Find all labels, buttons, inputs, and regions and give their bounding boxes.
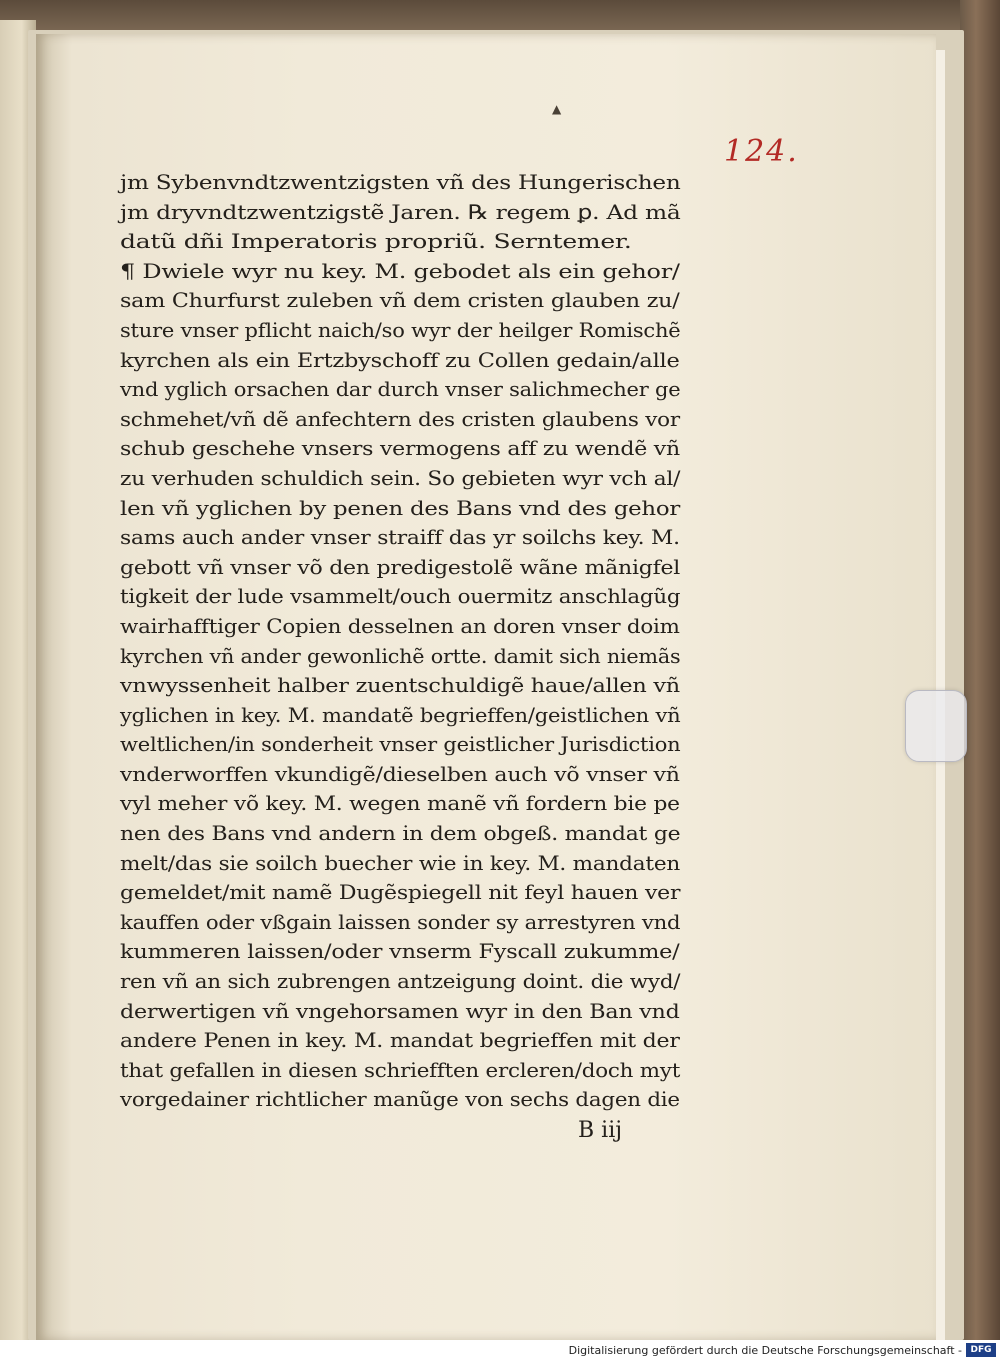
text-line: schub geschehe vnsers vermogens aff zu wendẽ vñ: [120, 436, 680, 461]
text-line: andere Penen in key. M. mandat begrieffen mit der: [120, 1028, 680, 1053]
text-line: datũ dñi Imperatoris propriũ. Serntemer.: [120, 229, 632, 254]
text-line: ren vñ an sich zubrengen antzeigung doint. die wyd/: [120, 969, 681, 994]
text-line: tigkeit der lude vsammelt/ouch ouermitz anschlagũg: [120, 584, 681, 609]
text-line: wairhafftiger Copien desselnen an doren vnser doim: [120, 613, 680, 638]
text-line: melt/das sie soilch buecher wie in key. M. mandaten: [120, 850, 681, 875]
text-line: sture vnser pflicht naich/so wyr der heilger Romischẽ: [120, 317, 681, 342]
text-line: len vñ yglichen by penen des Bans vnd des gehor: [120, 495, 681, 520]
book-cover-top: [0, 0, 1000, 34]
text-line: sams auch ander vnser straiff das yr soilchs key. M.: [120, 525, 680, 550]
text-line: derwertigen vñ vngehorsamen wyr in den Ban vnd: [120, 998, 680, 1023]
text-line: zu verhuden schuldich sein. So gebieten wyr vch al/: [120, 465, 681, 490]
signature-mark: [578, 1118, 622, 1143]
ink-dot: ▲: [552, 102, 562, 116]
text-line: vyl meher võ key. M. wegen manẽ vñ fordern bie pe: [120, 791, 680, 816]
text-line: vnd yglich orsachen dar durch vnser salichmecher ge: [120, 377, 681, 402]
dfg-logo: DFG: [966, 1343, 996, 1357]
text-line: gebott vñ vnser võ den predigestolẽ wãne mãnigfel: [120, 554, 681, 579]
text-line: that gefallen in diesen schriefften ercleren/doch myt: [120, 1057, 681, 1082]
text-line: vnderworffen vkundigẽ/dieselben auch võ vnser vñ: [120, 761, 680, 786]
text-block: [120, 168, 680, 1115]
text-line: vnwyssenheit halber zuentschuldigẽ haue/allen vñ: [120, 673, 680, 698]
text-line: kyrchen vñ ander gewonlichẽ ortte. damit sich niemãs: [120, 643, 681, 668]
text-line: sam Churfurst zuleben vñ dem cristen glauben zu/: [120, 288, 680, 313]
folio-number: 124.: [724, 134, 799, 169]
book-cover-right: [960, 0, 1000, 1340]
text-line: nen des Bans vnd andern in dem obgeß. mandat ge: [120, 821, 681, 846]
text-line: yglichen in key. M. mandatẽ begrieffen/geistlichen vñ: [120, 702, 681, 727]
text-line: kummeren laissen/oder vnserm Fyscall zukumme/: [120, 939, 680, 964]
text-line: kyrchen als ein Ertzbyschoff zu Collen gedain/alle: [120, 347, 680, 372]
text-line: ¶ Dwiele wyr nu key. M. gebodet als ein gehor/: [120, 258, 680, 283]
text-line: jm dryvndtzwentzigstẽ Jaren. ℞ regem ꝑ. Ad mã: [120, 199, 681, 224]
signature-text: B iij: [578, 1118, 623, 1143]
text-line: kauffen oder vßgain laissen sonder sy arrestyren vnd: [120, 909, 681, 934]
text-line: weltlichen/in sonderheit vnser geistlicher Jurisdiction: [120, 732, 681, 757]
footer-bar: [0, 1340, 1000, 1362]
page-clip: [905, 690, 967, 762]
text-line: vorgedainer richtlicher manũge von sechs dagen die: [120, 1087, 680, 1112]
text-line: gemeldet/mit namẽ Dugẽspiegell nit feyl hauen ver: [120, 880, 681, 905]
text-line: schmehet/vñ dẽ anfechtern des cristen glaubens vor: [120, 406, 680, 431]
footer-credit: Digitalisierung gefördert durch die Deutsche Forschungsgemeinschaft -: [568, 1344, 962, 1357]
text-line: jm Sybenvndtzwentzigsten vñ des Hungerischen: [120, 170, 681, 194]
